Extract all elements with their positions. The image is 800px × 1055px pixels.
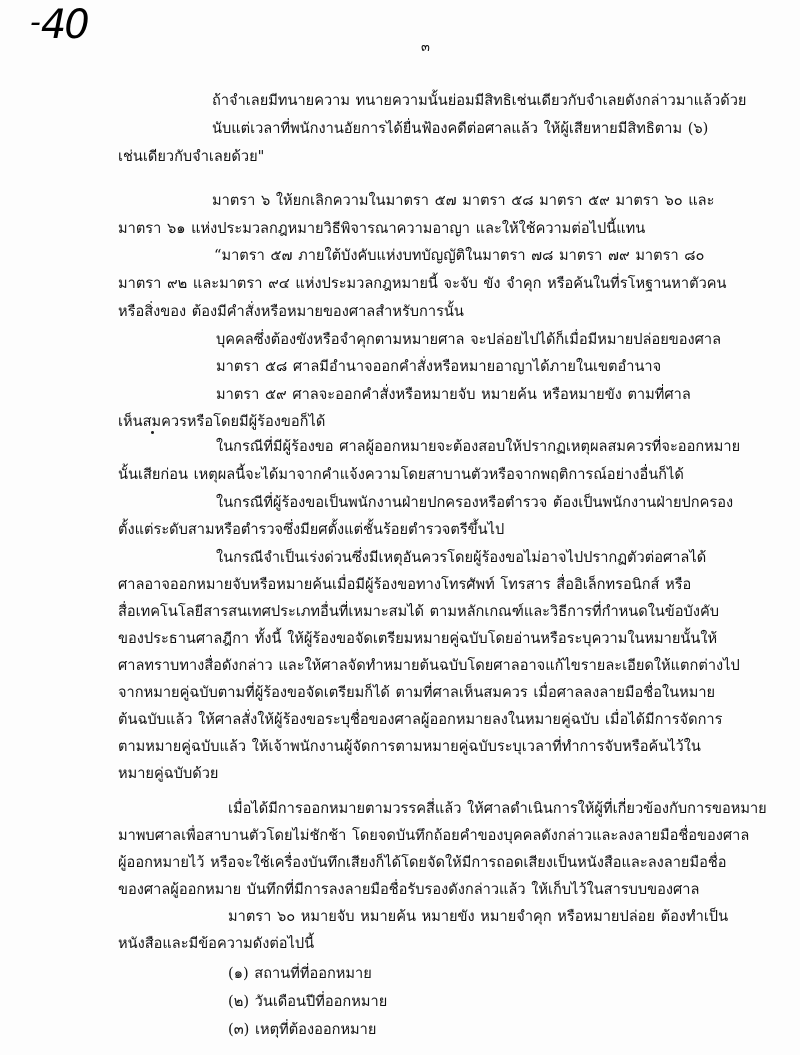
handwritten-dash: -	[30, 5, 39, 40]
body-line: สื่อเทคโนโลยีสารสนเทศประเภทอื่นที่เหมาะสมได้ ตามหลักเกณฑ์และวิธีการที่กำหนดในข้อบังคับ	[118, 603, 719, 620]
body-line: ศาลทราบทางสื่อดังกล่าว และให้ศาลจัดทำหมายต้นฉบับโดยศาลอาจแก้ไขรายละเอียดให้แตกต่างไป	[118, 657, 740, 674]
body-line: หมายคู่ฉบับด้วย	[118, 765, 219, 782]
body-line: ต้นฉบับแล้ว ให้ศาลสั่งให้ผู้ร้องขอระบุชื่อของศาลผู้ออกหมายลงในหมายคู่ฉบับ เมื่อได้มีการจัดการ	[118, 711, 723, 728]
body-line: ตั้งแต่ระดับสามหรือตำรวจซึ่งมียศตั้งแต่ชั้นร้อยตำรวจตรีขึ้นไป	[118, 521, 505, 538]
body-line: มาพบศาลเพื่อสาบานตัวโดยไม่ชักช้า โดยจดบันทึกถ้อยคำของบุคคลดังกล่าวและลงลายมือชื่อของศาล	[118, 827, 750, 844]
body-line: มาตรา ๖๑ แห่งประมวลกฎหมายวิธีพิจารณาความอาญา และให้ใช้ความต่อไปนี้แทน	[118, 220, 646, 237]
body-line: เมื่อได้มีการออกหมายตามวรรคสี่แล้ว ให้ศาลดำเนินการให้ผู้ที่เกี่ยวข้องกับการขอหมาย	[228, 800, 767, 817]
body-line: หรือสิ่งของ ต้องมีคำสั่งหรือหมายของศาลสำหรับการนั้น	[118, 303, 464, 320]
body-line: เห็นสมควรหรือโดยมีผู้ร้องขอก็ได้	[118, 413, 326, 430]
body-line: หนังสือและมีข้อความดังต่อไปนี้	[118, 935, 315, 952]
body-line: ผู้ออกหมายไว้ หรือจะใช้เครื่องบันทึกเสียงก็ได้โดยจัดให้มีการถอดเสียงเป็นหนังสือและลงลายมือชื่อ	[118, 854, 727, 871]
body-line: มาตรา ๖ ให้ยกเลิกความในมาตรา ๕๗ มาตรา ๕๘ มาตรา ๕๙ มาตรา ๖๐ และ	[212, 192, 715, 209]
scan-speck	[151, 431, 154, 434]
list-item: (๒) วันเดือนปีที่ออกหมาย	[228, 993, 388, 1010]
body-line: จากหมายคู่ฉบับตามที่ผู้ร้องขอจัดเตรียมก็ได้ ตามที่ศาลเห็นสมควร เมื่อศาลลงลายมือชื่อในหมาย	[118, 684, 716, 701]
body-line: ถ้าจำเลยมีทนายความ ทนายความนั้นย่อมมีสิทธิเช่นเดียวกับจำเลยดังกล่าวมาแล้วด้วย	[212, 92, 747, 109]
body-line: มาตรา ๕๘ ศาลมีอำนาจออกคำสั่งหรือหมายอาญาได้ภายในเขตอำนาจ	[216, 358, 662, 375]
body-line: มาตรา ๖๐ หมายจับ หมายค้น หมายขัง หมายจำคุก หรือหมายปล่อย ต้องทำเป็น	[228, 908, 729, 925]
list-item: (๑) สถานที่ที่ออกหมาย	[228, 965, 372, 982]
body-line: มาตรา ๕๙ ศาลจะออกคำสั่งหรือหมายจับ หมายค้น หรือหมายขัง ตามที่ศาล	[216, 386, 691, 403]
body-line: ศาลอาจออกหมายจับหรือหมายค้นเมื่อมีผู้ร้องขอทางโทรศัพท์ โทรสาร สื่ออิเล็กทรอนิกส์ หรือ	[118, 576, 692, 593]
body-line: ของศาลผู้ออกหมาย บันทึกที่มีการลงลายมือชื่อรับรองดังกล่าวแล้ว ให้เก็บไว้ในสารบบของศาล	[118, 881, 700, 898]
handwritten-number: 40	[40, 2, 88, 48]
body-line: บุคคลซึ่งต้องขังหรือจำคุกตามหมายศาล จะปล่อยไปได้ก็เมื่อมีหมายปล่อยของศาล	[216, 331, 722, 348]
body-line: เช่นเดียวกับจำเลยด้วย"	[118, 148, 265, 165]
body-line: มาตรา ๙๒ และมาตรา ๙๔ แห่งประมวลกฎหมายนี้ จะจับ ขัง จำคุก หรือค้นในที่รโหฐานหาตัวคน	[118, 275, 727, 292]
body-line: ในกรณีที่ผู้ร้องขอเป็นพนักงานฝ่ายปกครองหรือตำรวจ ต้องเป็นพนักงานฝ่ายปกครอง	[216, 494, 734, 511]
body-line: นับแต่เวลาที่พนักงานอัยการได้ยื่นฟ้องคดีต่อศาลแล้ว ให้ผู้เสียหายมีสิทธิตาม (๖)	[212, 120, 709, 137]
body-line: ตามหมายคู่ฉบับแล้ว ให้เจ้าพนักงานผู้จัดการตามหมายคู่ฉบับระบุเวลาที่ทำการจับหรือค้นไว้ใน	[118, 738, 701, 755]
list-item: (๓) เหตุที่ต้องออกหมาย	[228, 1021, 377, 1038]
page-number: ๓	[421, 40, 430, 55]
body-line: ของประธานศาลฎีกา ทั้งนี้ ให้ผู้ร้องขอจัดเตรียมหมายคู่ฉบับโดยอ่านหรือระบุความในหมายนั้นให้	[118, 630, 718, 647]
body-line: นั้นเสียก่อน เหตุผลนี้จะได้มาจากคำแจ้งความโดยสาบานตัวหรือจากพฤติการณ์อย่างอื่นก็ได้	[118, 466, 684, 483]
handwritten-page-mark	[30, 2, 88, 48]
body-line: ในกรณีที่มีผู้ร้องขอ ศาลผู้ออกหมายจะต้องสอบให้ปรากฏเหตุผลสมควรที่จะออกหมาย	[216, 438, 741, 455]
body-line: ในกรณีจำเป็นเร่งด่วนซึ่งมีเหตุอันควรโดยผู้ร้องขอไม่อาจไปปรากฏตัวต่อศาลได้	[216, 549, 707, 566]
body-line: “มาตรา ๕๗ ภายใต้บังคับแห่งบทบัญญัติในมาตรา ๗๘ มาตรา ๗๙ มาตรา ๘๐	[214, 247, 705, 264]
